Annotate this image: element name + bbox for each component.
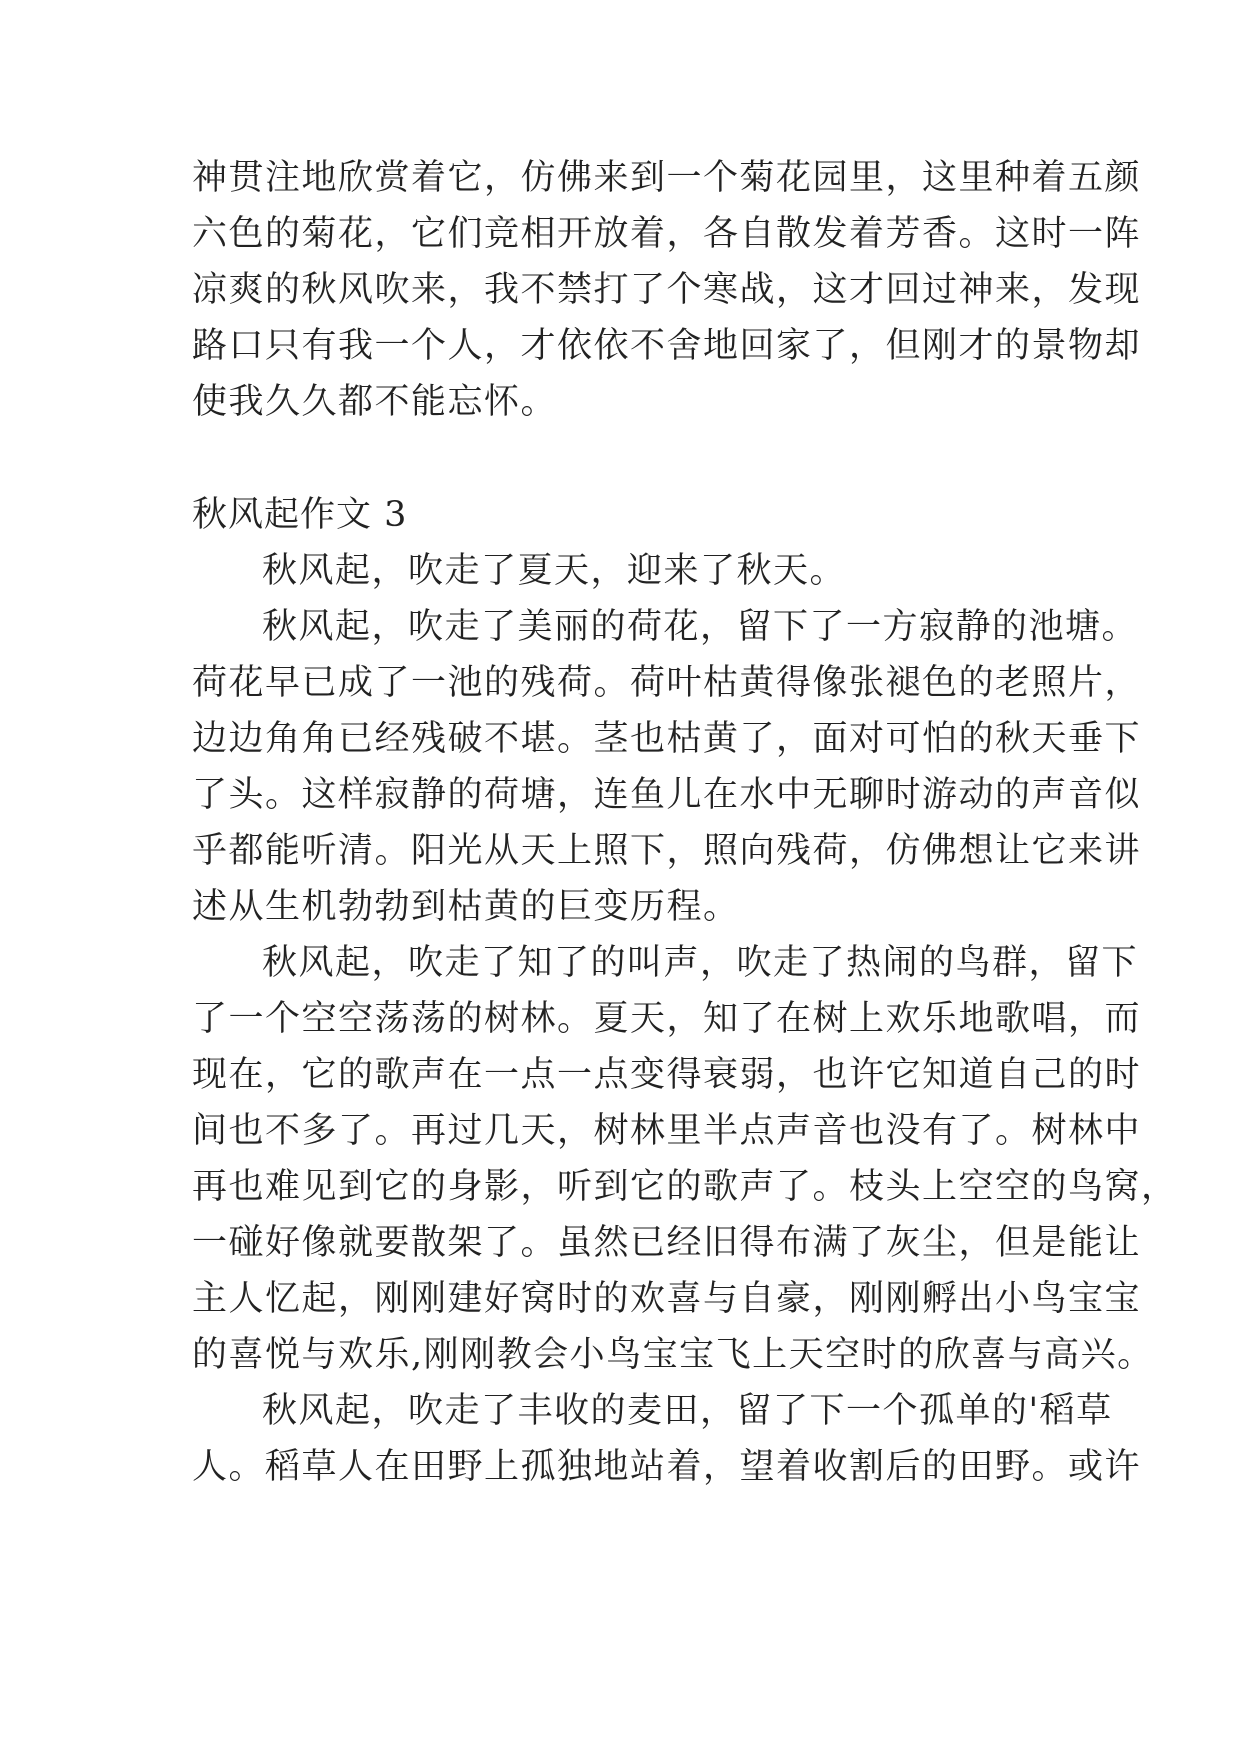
text-line: 了头。这样寂静的荷塘，连鱼儿在水中无聊时游动的声音似	[192, 775, 1142, 815]
text-line: 述从生机勃勃到枯黄的巨变历程。	[192, 887, 740, 927]
text-line: 荷花早已成了一池的残荷。荷叶枯黄得像张褪色的老照片，	[192, 663, 1142, 703]
text-line: 间也不多了。再过几天，树林里半点声音也没有了。树林中	[192, 1111, 1142, 1151]
text-line: 秋风起，吹走了美丽的荷花，留下了一方寂静的池塘。	[262, 607, 1139, 647]
text-line: 主人忆起，刚刚建好窝时的欢喜与自豪，刚刚孵出小鸟宝宝	[192, 1279, 1142, 1319]
section-title: 秋风起作文 3	[192, 495, 408, 535]
text-line: 路口只有我一个人，才依依不舍地回家了，但刚才的景物却	[192, 326, 1142, 366]
intro-paragraph	[192, 150, 1142, 430]
text-line: 秋风起，吹走了夏天，迎来了秋天。	[262, 551, 847, 591]
text-line: 神贯注地欣赏着它，仿佛来到一个菊花园里，这里种着五颜	[192, 158, 1142, 198]
paragraph-2	[192, 599, 1142, 935]
section-spacer	[192, 430, 1072, 487]
text-line: 了一个空空荡荡的树林。夏天，知了在树上欢乐地歌唱，而	[192, 999, 1142, 1039]
text-line: 秋风起，吹走了丰收的麦田，留了下一个孤单的'稻草	[262, 1391, 1113, 1431]
text-line: 乎都能听清。阳光从天上照下，照向残荷，仿佛想让它来讲	[192, 831, 1142, 871]
text-line: 六色的菊花，它们竞相开放着，各自散发着芳香。这时一阵	[192, 214, 1142, 254]
paragraph-3	[192, 935, 1178, 1383]
text-line: 一碰好像就要散架了。虽然已经旧得布满了灰尘，但是能让	[192, 1223, 1142, 1263]
text-line: 凉爽的秋风吹来，我不禁打了个寒战，这才回过神来，发现	[192, 270, 1142, 310]
paragraph-1	[192, 543, 1072, 599]
text-line: 现在，它的歌声在一点一点变得衰弱，也许它知道自己的时	[192, 1055, 1142, 1095]
document-page	[192, 150, 1178, 1495]
paragraph-4	[192, 1383, 1142, 1495]
text-line: 人。稻草人在田野上孤独地站着，望着收割后的田野。或许	[192, 1447, 1142, 1487]
text-line: 再也难见到它的身影，听到它的歌声了。枝头上空空的鸟窝，	[192, 1167, 1178, 1207]
text-line: 秋风起，吹走了知了的叫声，吹走了热闹的鸟群，留下	[262, 943, 1139, 983]
text-line: 边边角角已经残破不堪。茎也枯黄了，面对可怕的秋天垂下	[192, 719, 1142, 759]
text-line: 的喜悦与欢乐,刚刚教会小鸟宝宝飞上天空时的欣喜与高兴。	[192, 1335, 1154, 1375]
text-line: 使我久久都不能忘怀。	[192, 382, 558, 422]
